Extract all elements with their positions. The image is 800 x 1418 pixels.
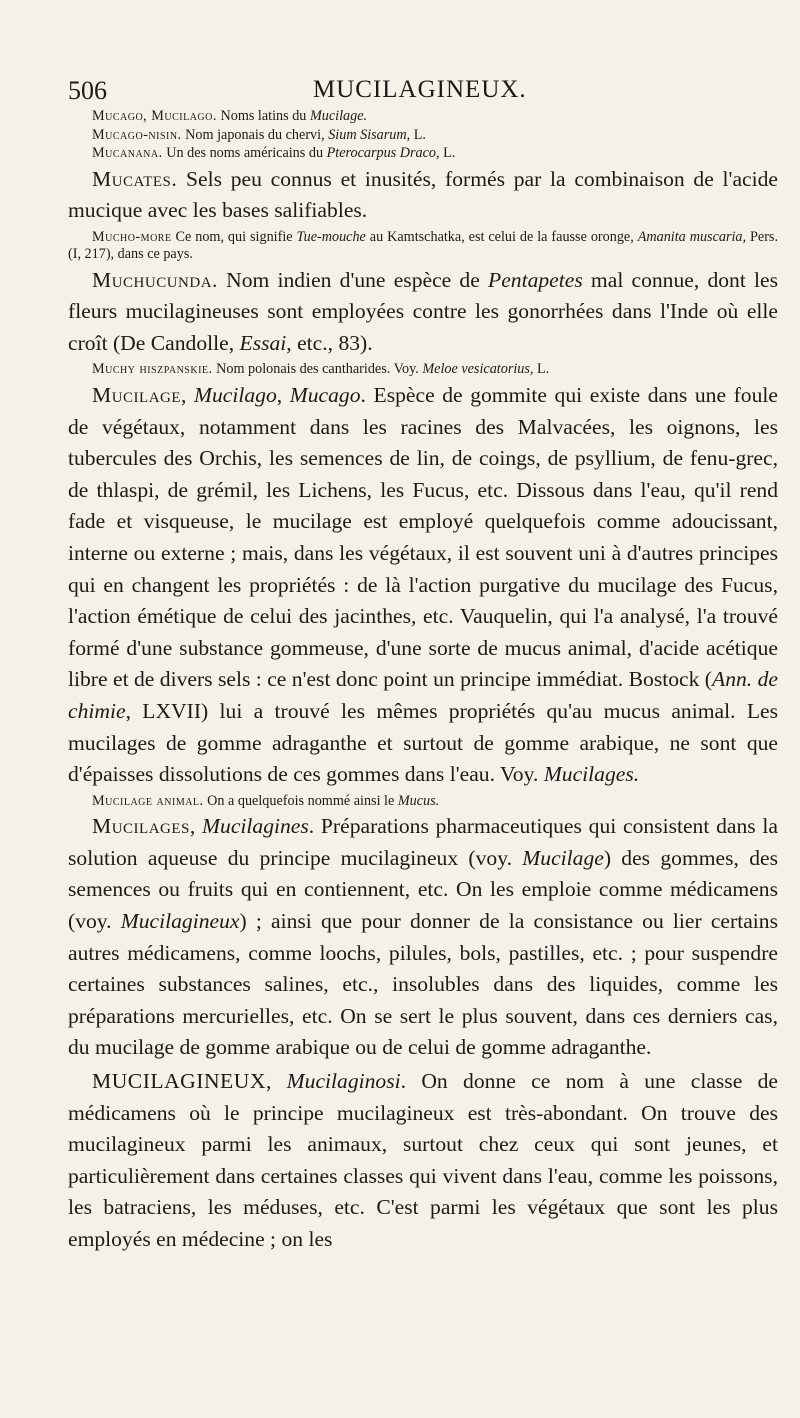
entry-mucago	[68, 108, 778, 126]
entry-muchy-hiszpanskie	[68, 361, 778, 379]
entry-headword: Mucates.	[92, 166, 178, 191]
entry-text: mal connue, dont les fleurs mucilagineuses sont employées contre les gonorrhées dans l'Inde où elle croît (De Candolle,	[68, 267, 778, 355]
page-number: 506	[68, 76, 107, 105]
entry-text: ) des gommes, des semences ou fruits qui en contiennent, etc. On les emploie comme médicamens (voy.	[68, 845, 779, 933]
page-body	[68, 108, 778, 1256]
entry-text: . On donne ce nom à une classe de médicamens où le principe mucilagineux est très-abondant. On trouve des mucilagineux parmi les animaux, surtout chez ceux qui sont jeunes, et particulièrement dans certaines classes qui vivent dans l'eau, comme les poissons, les batraciens, les méduses, etc. C'est parmi les végétaux que sont les plus employés en médecine ; on les	[68, 1068, 778, 1251]
entry-text: Ce nom, qui signifie	[171, 228, 297, 245]
entry-mucago-nisin	[68, 127, 778, 145]
entry-headword: Muchucunda.	[92, 267, 218, 292]
entry-headword: Mucho-more	[92, 228, 172, 245]
entry-mucilage-animal	[68, 793, 778, 811]
entry-headword: Mucilage animal.	[92, 792, 204, 809]
entry-mucilagineux	[68, 1066, 778, 1256]
italic-term: Mucilages.	[543, 762, 640, 787]
running-head: MUCILAGINEUX.	[313, 76, 527, 103]
entry-text: ) ; ainsi que pour donner de la consistance ou lier certains autres médicamens, comme loochs, pilules, bols, pastilles, etc. ; pour suspendre certaines substances salines, etc., insolubles dans des liquides, comme les préparations mercurielles, etc. On se sert le plus souvent, dans ces derniers cas, du mucilage de gomme arabique ou de celui de gomme adraganthe.	[68, 908, 778, 1060]
entry-text: ,	[265, 1068, 287, 1093]
italic-term: Mucilaginosi	[286, 1068, 401, 1093]
italic-term: Essai	[239, 330, 287, 355]
entry-text: ,	[181, 382, 195, 407]
entry-mucilages	[68, 811, 778, 1064]
entry-text: Noms latins du	[216, 108, 310, 124]
entry-text: , L.	[406, 126, 426, 143]
entry-headword: Muchy hiszpanskie.	[92, 361, 213, 378]
entry-text: Nom polonais des cantharides. Voy.	[212, 361, 423, 378]
entry-text: Nom indien d'une espèce de	[217, 267, 488, 292]
entry-headword: MUCILAGINEUX	[92, 1068, 266, 1093]
entry-mucanana	[68, 145, 778, 163]
entry-headword: Mucago-nisin.	[92, 126, 182, 143]
italic-term: Mucilagineux	[120, 908, 240, 933]
entry-mucho-more	[68, 229, 778, 264]
entry-text: On a quelquefois nommé ainsi le	[203, 792, 398, 809]
entry-headword: Mucilages	[92, 814, 190, 839]
italic-term: Meloe vesicatorius	[422, 361, 530, 378]
entry-text: Pers. (I, 217), dans ce pays.	[68, 228, 779, 263]
entry-headword: Mucago, Mucilago.	[92, 108, 217, 124]
entry-muchucunda	[68, 265, 778, 360]
entry-text: Nom japonais du chervi,	[181, 126, 329, 143]
entry-text: au Kamtschatka, est celui de la fausse oronge,	[365, 228, 638, 245]
page-header	[68, 68, 778, 108]
italic-term: Mucus.	[397, 792, 440, 809]
entry-text: ,	[189, 814, 203, 839]
italic-term: Ann. de chimie	[68, 667, 778, 723]
entry-text: , etc., 83).	[286, 330, 373, 355]
italic-term: Mucilago	[194, 382, 277, 407]
italic-term: Mucilagines	[202, 814, 309, 839]
italic-term: Mucilage	[522, 845, 604, 870]
entry-mucates	[68, 164, 778, 227]
entry-text: , LXVII) lui a trouvé les mêmes propriétés qu'au mucus animal. Les mucilages de gomme adraganthe et surtout de gomme arabique, ne sont que d'épaisses dissolutions de ces gommes dans l'eau. Voy.	[68, 698, 778, 787]
italic-term: Pentapetes	[488, 267, 583, 292]
italic-term: Pterocarpus Draco	[326, 145, 437, 161]
italic-term: Amanita muscaria,	[637, 228, 747, 245]
entry-text: Sels peu connus et inusités, formés par la combinaison de l'acide mucique avec les bases salifiables.	[68, 166, 778, 223]
entry-mucilage	[68, 380, 778, 791]
entry-text: . Espèce de gommite qui existe dans une foule de végétaux, notamment dans les racines des Malvacées, les oignons, les tubercules des Orchis, les semences de lin, de coings, de psyllium, de fenu-grec, de thlaspi, de grémil, les Lichens, les Fucus, etc. Dissous dans l'eau, qu'il rend fade et visqueuse, le mucilage est employé quelquefois comme adoucissant, interne ou externe ; mais, dans les végétaux, il est souvent uni à d'autres principes qui en changent les propriétés : de là l'action purgative du mucilage des Fucus, l'action émétique de celui des jacinthes, etc. Vauquelin, qui l'a analysé, l'a trouvé formé d'une substance gommeuse, d'une sorte de mucus animal, d'acide acétique libre et de divers sels : ce n'est donc point un principe immédiat. Bostock (	[68, 382, 778, 692]
italic-term: Mucago	[289, 382, 361, 407]
entry-text: , L.	[436, 145, 456, 161]
entry-text: . Préparations pharmaceutiques qui consistent dans la solution aqueuse du principe mucilagineux (voy.	[68, 814, 779, 870]
entry-text: Un des noms américains du	[162, 145, 327, 161]
entry-text: , L.	[529, 361, 550, 378]
italic-term: Sium Sisarum	[328, 126, 407, 143]
italic-term: Mucilage.	[309, 108, 368, 124]
entry-text: ,	[276, 382, 290, 407]
italic-term: Tue-mouche	[296, 228, 366, 245]
entry-headword: Mucanana.	[92, 145, 163, 161]
entry-headword: Mucilage	[92, 382, 182, 407]
